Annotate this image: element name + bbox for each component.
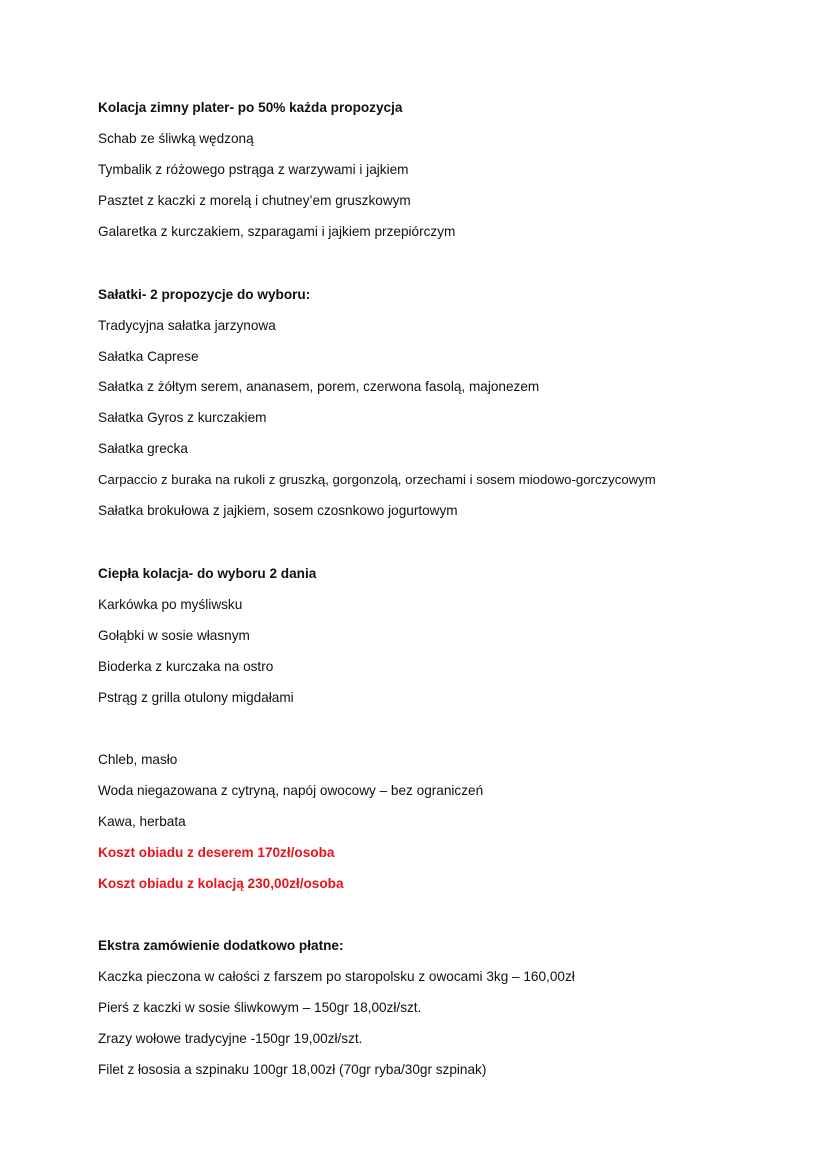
cold-dinner-heading: Kolacja zimny plater- po 50% każda propozycja	[98, 100, 403, 115]
price-lunch-dessert: Koszt obiadu z deserem 170zł/osoba	[98, 845, 335, 860]
salad-item: Sałatka z żółtym serem, ananasem, porem, czerwona fasolą, majonezem	[98, 379, 540, 394]
extra-order-item: Kaczka pieczona w całości z farszem po staropolsku z owocami 3kg – 160,00zł	[98, 969, 575, 984]
extra-order-heading: Ekstra zamówienie dodatkowo płatne:	[98, 938, 344, 953]
warm-dinner-item: Gołąbki w sosie własnym	[98, 628, 250, 643]
warm-dinner-item: Bioderka z kurczaka na ostro	[98, 659, 274, 674]
salad-item: Sałatka brokułowa z jajkiem, sosem czosnkowo jogurtowym	[98, 503, 458, 518]
salad-item: Sałatka grecka	[98, 441, 188, 456]
salad-item: Sałatka Caprese	[98, 349, 199, 364]
salad-item: Tradycyjna sałatka jarzynowa	[98, 318, 276, 333]
cold-dinner-item: Galaretka z kurczakiem, szparagami i jajkiem przepiórczym	[98, 224, 456, 239]
warm-dinner-heading: Ciepła kolacja- do wyboru 2 dania	[98, 566, 317, 581]
cold-dinner-item: Pasztet z kaczki z morelą i chutney’em gruszkowym	[98, 193, 411, 208]
extra-order-item: Pierś z kaczki w sosie śliwkowym – 150gr 18,00zł/szt.	[98, 1000, 422, 1015]
cold-dinner-item: Tymbalik z różowego pstrąga z warzywami i jajkiem	[98, 162, 409, 177]
salad-item: Carpaccio z buraka na rukoli z gruszką, gorgonzolą, orzechami i sosem miodowo-gorczycowym	[98, 472, 656, 487]
extra-order-item: Filet z łososia a szpinaku 100gr 18,00zł (70gr ryba/30gr szpinak)	[98, 1062, 487, 1077]
extra-order-item: Zrazy wołowe tradycyjne -150gr 19,00zł/szt.	[98, 1031, 363, 1046]
warm-dinner-item: Karkówka po myśliwsku	[98, 597, 243, 612]
cold-dinner-item: Schab ze śliwką wędzoną	[98, 131, 254, 146]
price-lunch-dinner: Koszt obiadu z kolacją 230,00zł/osoba	[98, 876, 344, 891]
salads-heading: Sałatki- 2 propozycje do wyboru:	[98, 287, 311, 302]
extras-item: Kawa, herbata	[98, 814, 186, 829]
extras-item: Chleb, masło	[98, 752, 178, 767]
salad-item: Sałatka Gyros z kurczakiem	[98, 410, 267, 425]
extras-item: Woda niegazowana z cytryną, napój owocowy – bez ograniczeń	[98, 783, 484, 798]
warm-dinner-item: Pstrąg z grilla otulony migdałami	[98, 690, 294, 705]
